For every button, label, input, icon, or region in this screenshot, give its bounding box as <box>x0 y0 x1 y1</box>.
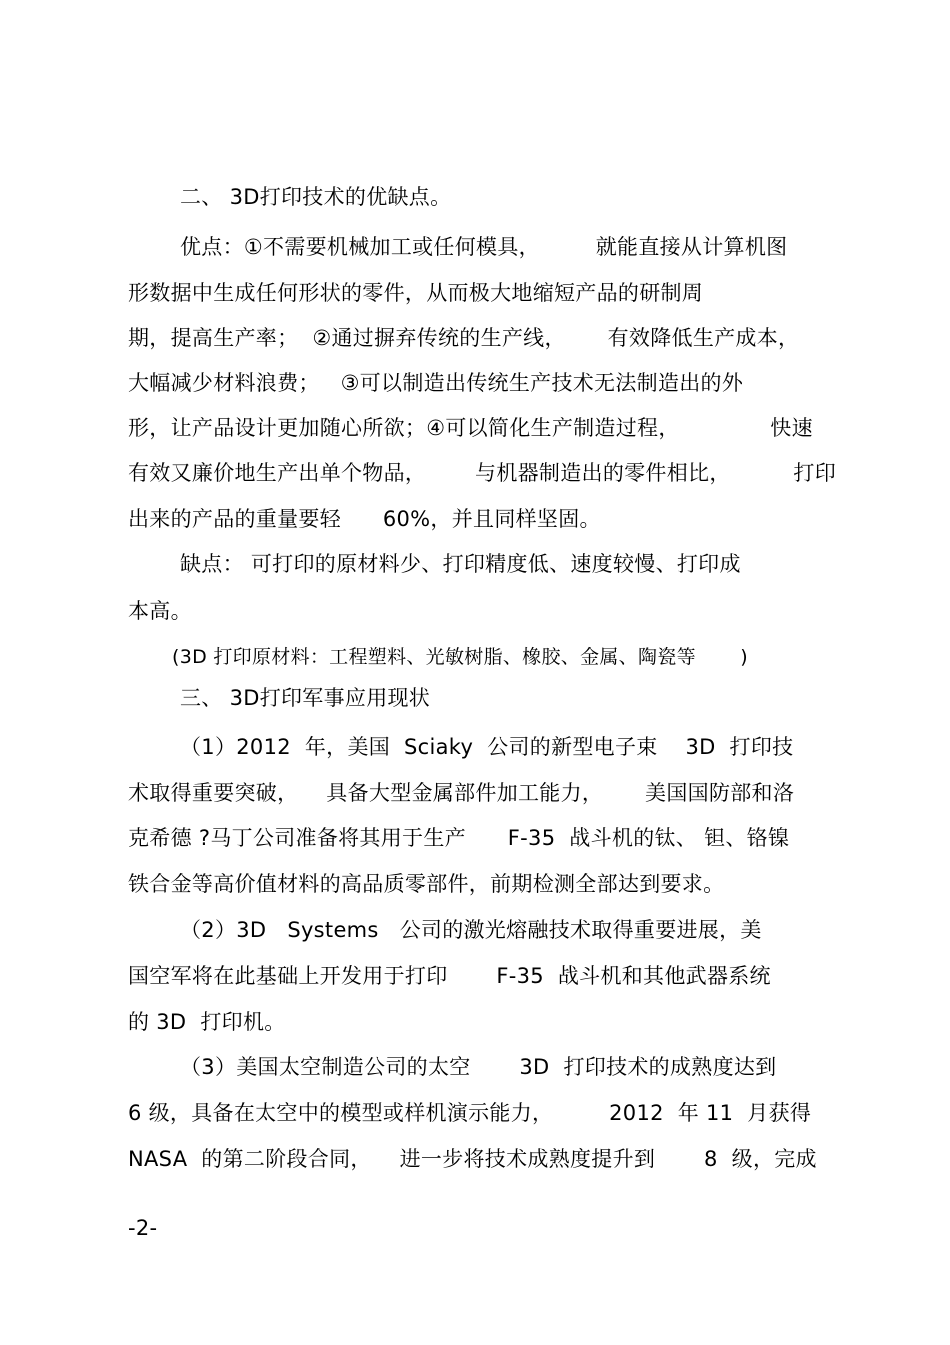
paragraph-line: （3）美国太空制造公司的太空 3D 打印技术的成熟度达到 <box>180 1055 777 1079</box>
paragraph-line: 大幅减少材料浪费； ③可以制造出传统生产技术无法制造出的外 <box>128 371 744 395</box>
paragraph-line: 术取得重要突破， 具备大型金属部件加工能力， 美国国防部和洛 <box>128 781 795 805</box>
paragraph-line: 有效又廉价地生产出单个物品， 与机器制造出的零件相比， 打印 <box>128 461 837 485</box>
materials-note: (3D 打印原材料：工程塑料、光敏树脂、橡胶、金属、陶瓷等 ) <box>172 646 748 668</box>
paragraph-line: 克希德 ?马丁公司准备将其用于生产 F-35 战斗机的钛、 钽、铬镍 <box>128 826 790 850</box>
paragraph-line: 优点：①不需要机械加工或任何模具， 就能直接从计算机图 <box>180 235 788 259</box>
paragraph-line: 期，提高生产率； ②通过摒弃传统的生产线， 有效降低生产成本， <box>128 326 800 350</box>
paragraph-line: 出来的产品的重量要轻 60%，并且同样坚固。 <box>128 507 601 531</box>
section-heading: 二、 3D打印技术的优缺点。 <box>180 185 452 209</box>
paragraph-line: （2）3D Systems 公司的激光熔融技术取得重要进展，美 <box>180 918 762 942</box>
section-heading: 三、 3D打印军事应用现状 <box>180 686 431 710</box>
paragraph-line: 本高。 <box>128 599 192 623</box>
paragraph-line: 形，让产品设计更加随心所欲；④可以简化生产制造过程， 快速 <box>128 416 813 440</box>
paragraph-line: 形数据中生成任何形状的零件，从而极大地缩短产品的研制周 <box>128 281 704 305</box>
paragraph-line: 6 级，具备在太空中的模型或样机演示能力， 2012 年 11 月获得 <box>128 1101 812 1125</box>
page-number: -2- <box>128 1216 158 1240</box>
paragraph-line: （1）2012 年，美国 Sciaky 公司的新型电子束 3D 打印技 <box>180 735 794 759</box>
paragraph-line: 国空军将在此基础上开发用于打印 F-35 战斗机和其他武器系统 <box>128 964 771 988</box>
paragraph-line: NASA 的第二阶段合同， 进一步将技术成熟度提升到 8 级，完成 <box>128 1147 817 1171</box>
paragraph-line: 缺点： 可打印的原材料少、打印精度低、速度较慢、打印成 <box>180 552 741 576</box>
paragraph-line: 的 3D 打印机。 <box>128 1010 286 1034</box>
paragraph-line: 铁合金等高价值材料的高品质零部件，前期检测全部达到要求。 <box>128 872 725 896</box>
